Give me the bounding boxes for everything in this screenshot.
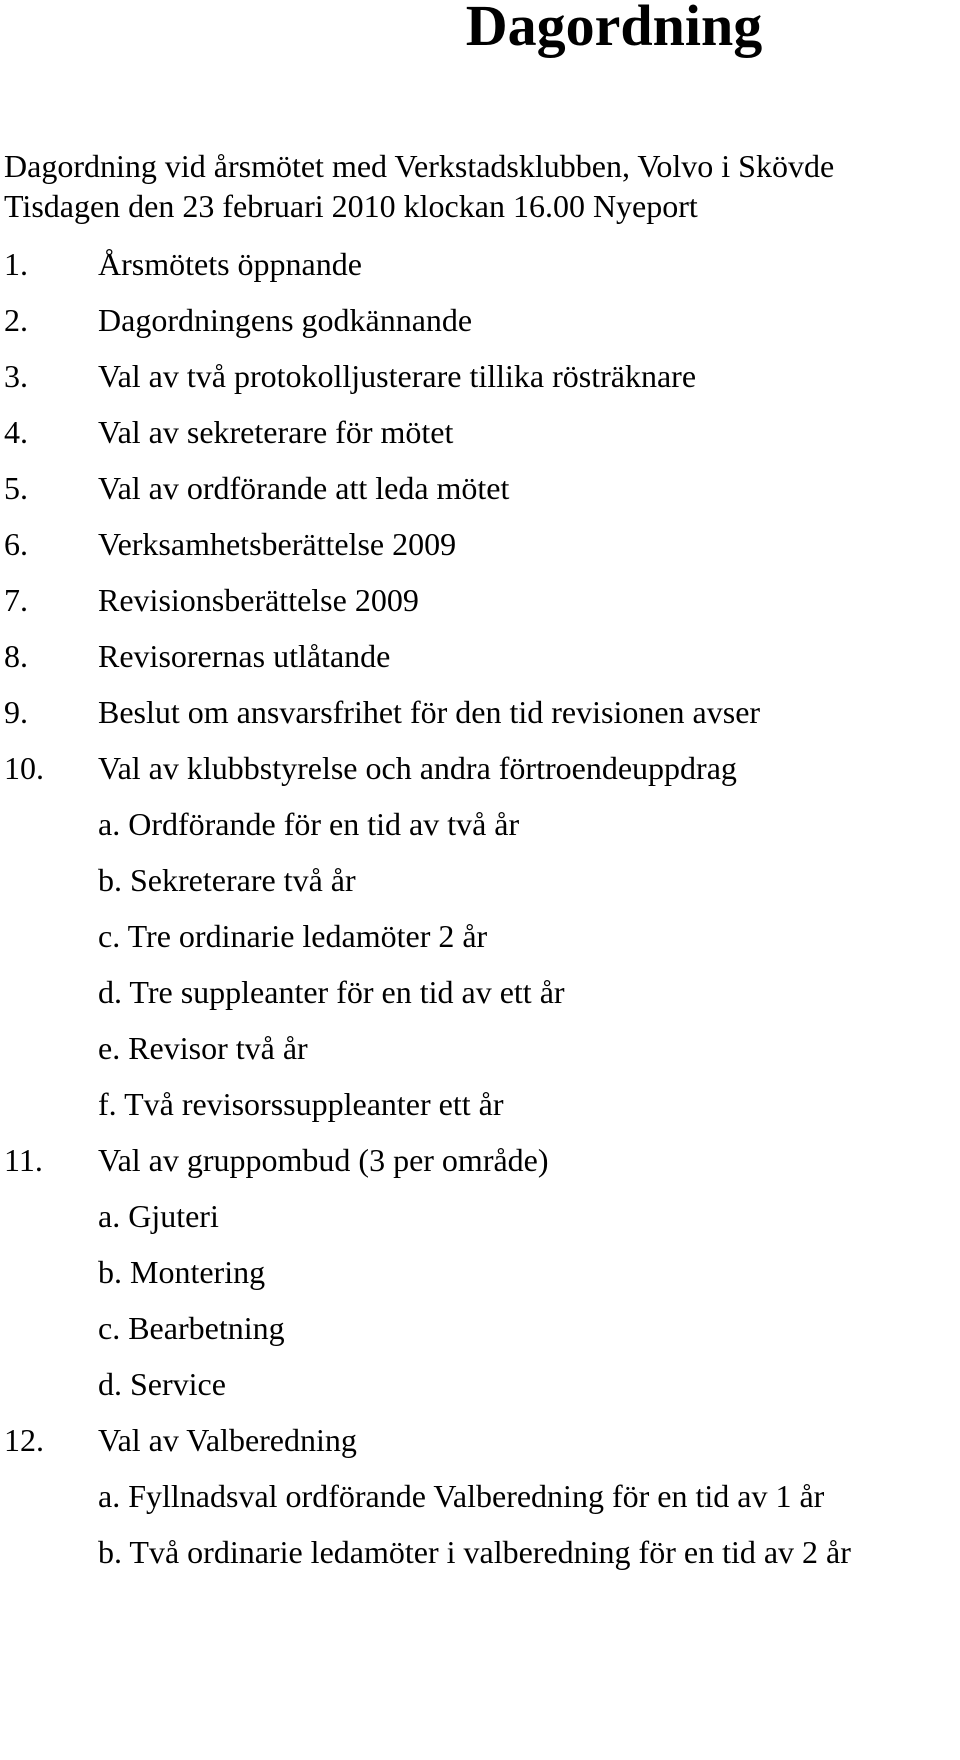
agenda-item-number: 5. (4, 470, 28, 506)
agenda-subitem: a. Gjuteri (98, 1198, 219, 1234)
agenda-item-number: 8. (4, 638, 28, 674)
agenda-item-number: 1. (4, 246, 28, 282)
agenda-subitem: c. Bearbetning (98, 1310, 285, 1346)
agenda-item-text: Dagordningens godkännande (98, 302, 473, 338)
agenda-item-number: 2. (4, 302, 28, 338)
agenda-subitem: c. Tre ordinarie ledamöter 2 år (98, 918, 488, 954)
agenda-item-text: Årsmötets öppnande (98, 246, 362, 282)
agenda-item-text: Revisorernas utlåtande (98, 638, 391, 674)
agenda-item-number: 7. (4, 582, 28, 618)
agenda-subitem: e. Revisor två år (98, 1030, 308, 1066)
agenda-subitem: d. Tre suppleanter för en tid av ett år (98, 974, 565, 1010)
agenda-subitem: b. Två ordinarie ledamöter i valberedning för en tid av 2 år (98, 1534, 851, 1570)
agenda-subitem: a. Fyllnadsval ordförande Valberedning för en tid av 1 år (98, 1478, 825, 1514)
agenda-item-text: Val av klubbstyrelse och andra förtroendeuppdrag (98, 750, 737, 786)
page-title: Dagordning (465, 0, 763, 58)
agenda-item-text: Val av gruppombud (3 per område) (98, 1142, 549, 1178)
agenda-item-number: 6. (4, 526, 28, 562)
agenda-item-number: 11. (4, 1142, 43, 1178)
agenda-item-text: Val av Valberedning (98, 1422, 357, 1458)
agenda-subitem: a. Ordförande för en tid av två år (98, 806, 520, 842)
agenda-subitem: f. Två revisorssuppleanter ett år (98, 1086, 504, 1122)
agenda-item-text: Verksamhetsberättelse 2009 (98, 526, 457, 562)
agenda-item-number: 3. (4, 358, 28, 394)
agenda-item-text: Val av ordförande att leda mötet (98, 470, 510, 506)
agenda-item-text: Val av två protokolljusterare tillika rösträknare (98, 358, 697, 394)
agenda-subitem: b. Sekreterare två år (98, 862, 356, 898)
agenda-item-number: 12. (4, 1422, 44, 1458)
agenda-item-number: 9. (4, 694, 28, 730)
intro-line-1: Dagordning vid årsmötet med Verkstadsklubben, Volvo i Skövde (4, 148, 835, 184)
agenda-item-text: Val av sekreterare för mötet (98, 414, 454, 450)
agenda-item-number: 10. (4, 750, 44, 786)
agenda-subitem: b. Montering (98, 1254, 266, 1290)
agenda-subitem: d. Service (98, 1366, 226, 1402)
intro-line-2: Tisdagen den 23 februari 2010 klockan 16.00 Nyeport (4, 188, 698, 224)
agenda-item-text: Revisionsberättelse 2009 (98, 582, 419, 618)
agenda-item-number: 4. (4, 414, 28, 450)
agenda-item-text: Beslut om ansvarsfrihet för den tid revisionen avser (98, 694, 761, 730)
